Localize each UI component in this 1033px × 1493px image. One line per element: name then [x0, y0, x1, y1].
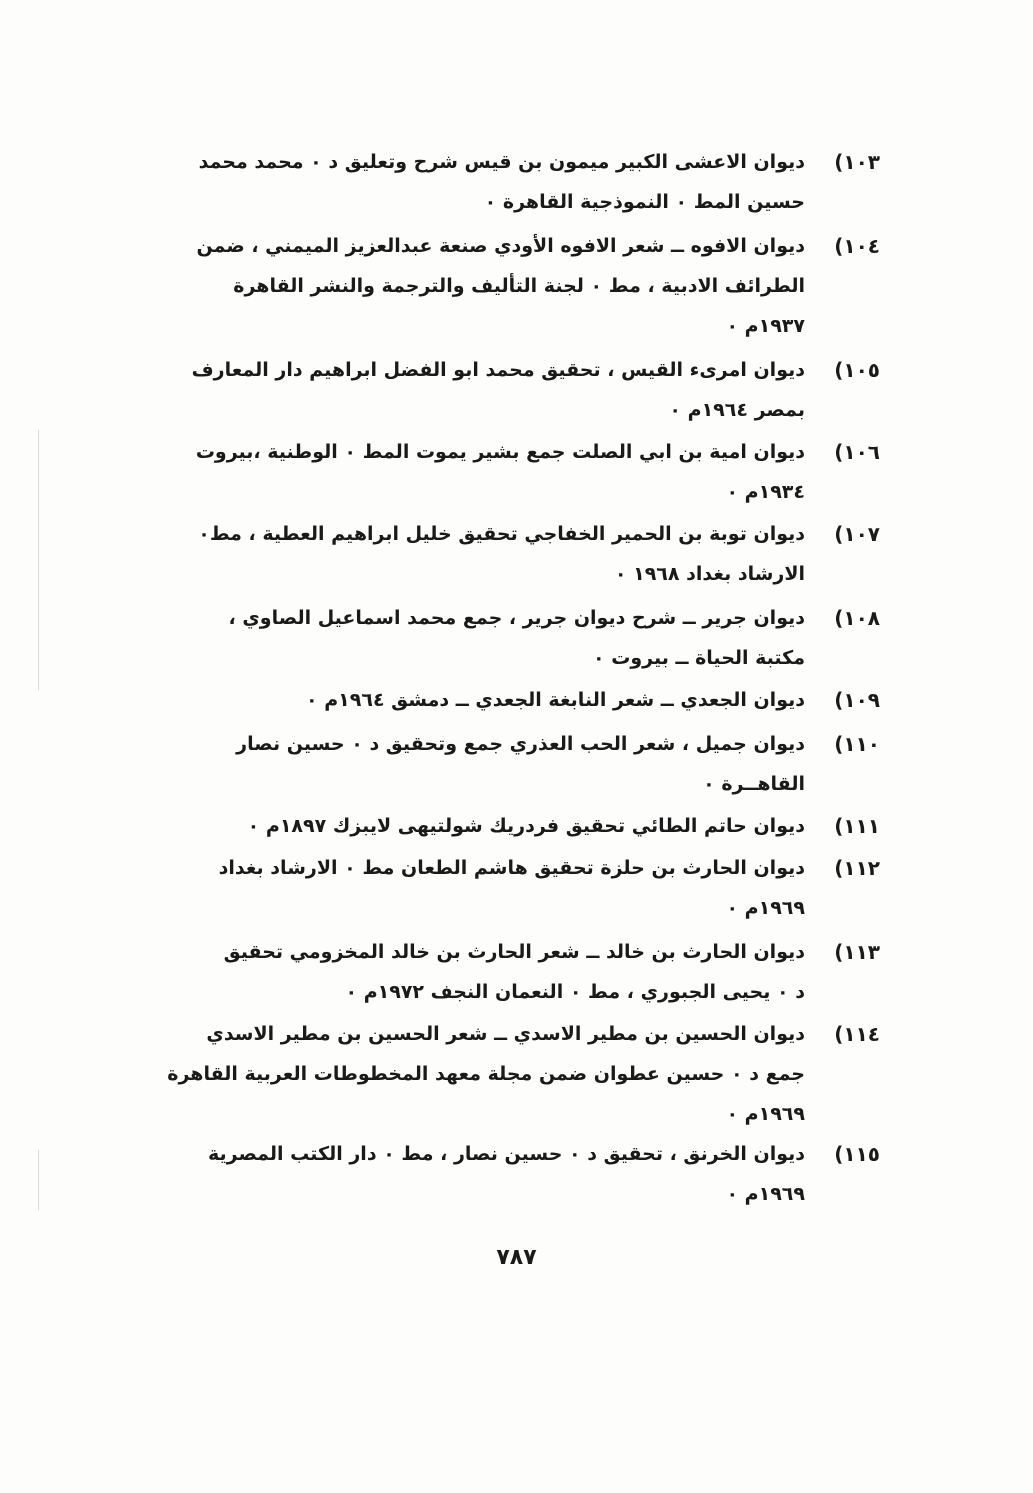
entry-line: الطرائف الادبية ، مط ٠ لجنة التأليف والترجمة والنشر القاهرة — [233, 275, 805, 297]
entry-text — [198, 514, 805, 594]
entry-number: ١٠٨) — [834, 606, 880, 630]
bibliography-entry — [225, 724, 880, 804]
entry-line: القاهــرة ٠ — [703, 773, 805, 795]
bibliography-entry — [225, 806, 880, 846]
entry-line: مكتبة الحياة ــ بيروت ٠ — [593, 647, 805, 669]
entry-number: ١٠٣) — [834, 150, 880, 174]
entry-text — [207, 1134, 805, 1214]
entry-line: د ٠ يحيى الجبوري ، مط ٠ النعمان النجف ١٩٧٢م ٠ — [345, 981, 805, 1003]
scan-margin-mark — [38, 1150, 39, 1210]
page-number: ٧٨٧ — [496, 1245, 537, 1270]
entry-number: ١١٥) — [834, 1142, 880, 1166]
entry-line: ديوان الافوه ــ شعر الافوه الأودي صنعة عبدالعزيز الميمني ، ضمن — [196, 235, 805, 257]
entry-text — [218, 848, 805, 928]
entry-line: ١٩٦٩م ٠ — [726, 1183, 805, 1205]
entry-number: ١٠٤) — [834, 234, 880, 258]
entry-text — [225, 724, 805, 804]
bibliography-entry — [198, 142, 880, 222]
entry-number: ١٠٧) — [834, 522, 880, 546]
entry-line: ديوان توبة بن الحمير الخفاجي تحقيق خليل ابراهيم العطية ، مط٠ — [198, 523, 805, 545]
bibliography-entry — [196, 226, 880, 346]
entry-text — [225, 680, 805, 720]
entry-line: الارشاد بغداد ١٩٦٨ ٠ — [614, 563, 805, 585]
entry-line: ديوان امرىء القيس ، تحقيق محمد ابو الفضل ابراهيم دار المعارف — [191, 359, 805, 381]
entry-line: ١٩٣٤م ٠ — [726, 481, 805, 503]
scan-margin-mark — [38, 430, 39, 690]
bibliography-entry — [191, 350, 880, 430]
bibliography-entry — [225, 680, 880, 720]
entry-line: ١٩٣٧م ٠ — [726, 315, 805, 337]
entry-number: ١١٣) — [834, 940, 880, 964]
entry-line: ديوان حاتم الطائي تحقيق فردريك شولتيهى لايبزك ١٨٩٧م ٠ — [247, 815, 805, 837]
bibliography-entry — [218, 848, 880, 928]
entry-text — [191, 350, 805, 430]
bibliography-entry — [225, 932, 880, 1012]
entry-number: ١١٤) — [834, 1022, 880, 1046]
entry-line: ديوان الحارث بن حلزة تحقيق هاشم الطعان مط ٠ الارشاد بغداد — [218, 857, 805, 879]
entry-line: ديوان الخرنق ، تحقيق د ٠ حسين نصار ، مط ٠ دار الكتب المصرية — [207, 1143, 805, 1165]
entry-line: ديوان الجعدي ــ شعر النابغة الجعدي ــ دمشق ١٩٦٤م ٠ — [306, 689, 805, 711]
entry-number: ١١١) — [834, 814, 880, 838]
entry-line: ١٩٦٩م ٠ — [726, 1103, 805, 1125]
entry-text — [198, 142, 805, 222]
bibliography-entry — [207, 1134, 880, 1214]
bibliography-entry — [198, 514, 880, 594]
bibliography-entry — [195, 432, 880, 512]
entry-line: ديوان الاعشى الكبير ميمون بن قيس شرح وتعليق د ٠ محمد محمد — [198, 151, 805, 173]
bibliography-entry — [225, 598, 880, 678]
entry-number: ١٠٩) — [834, 688, 880, 712]
entry-number: ١٠٦) — [834, 440, 880, 464]
entry-line: ١٩٦٩م ٠ — [726, 897, 805, 919]
entry-number: ١١٢) — [834, 856, 880, 880]
entry-text — [195, 432, 805, 512]
entry-line: حسين المط ٠ النموذجية القاهرة ٠ — [484, 191, 805, 213]
entry-line: جمع د ٠ حسين عطوان ضمن مجلة معهد المخطوطات العربية القاهرة — [167, 1063, 805, 1085]
entry-number: ١١٠) — [834, 732, 880, 756]
entry-number: ١٠٥) — [834, 358, 880, 382]
entry-line: ديوان الحارث بن خالد ــ شعر الحارث بن خالد المخزومي تحقيق — [223, 941, 805, 963]
entry-line: ديوان جميل ، شعر الحب العذري جمع وتحقيق د ٠ حسين نصار — [236, 733, 805, 755]
entry-line: ديوان الحسين بن مطير الاسدي ــ شعر الحسين بن مطير الاسدي — [206, 1023, 805, 1045]
entry-line: ديوان جرير ــ شرح ديوان جرير ، جمع محمد اسماعيل الصاوي ، — [228, 607, 805, 629]
entry-text — [225, 598, 805, 678]
entry-line: ديوان امية بن ابي الصلت جمع بشير يموت المط ٠ الوطنية ،بيروت — [195, 441, 805, 463]
entry-text — [225, 932, 805, 1012]
entry-line: بمصر ١٩٦٤م ٠ — [669, 399, 805, 421]
entry-text — [196, 226, 805, 346]
entry-text — [167, 1014, 805, 1134]
bibliography-entry — [167, 1014, 880, 1134]
entry-text — [225, 806, 805, 846]
